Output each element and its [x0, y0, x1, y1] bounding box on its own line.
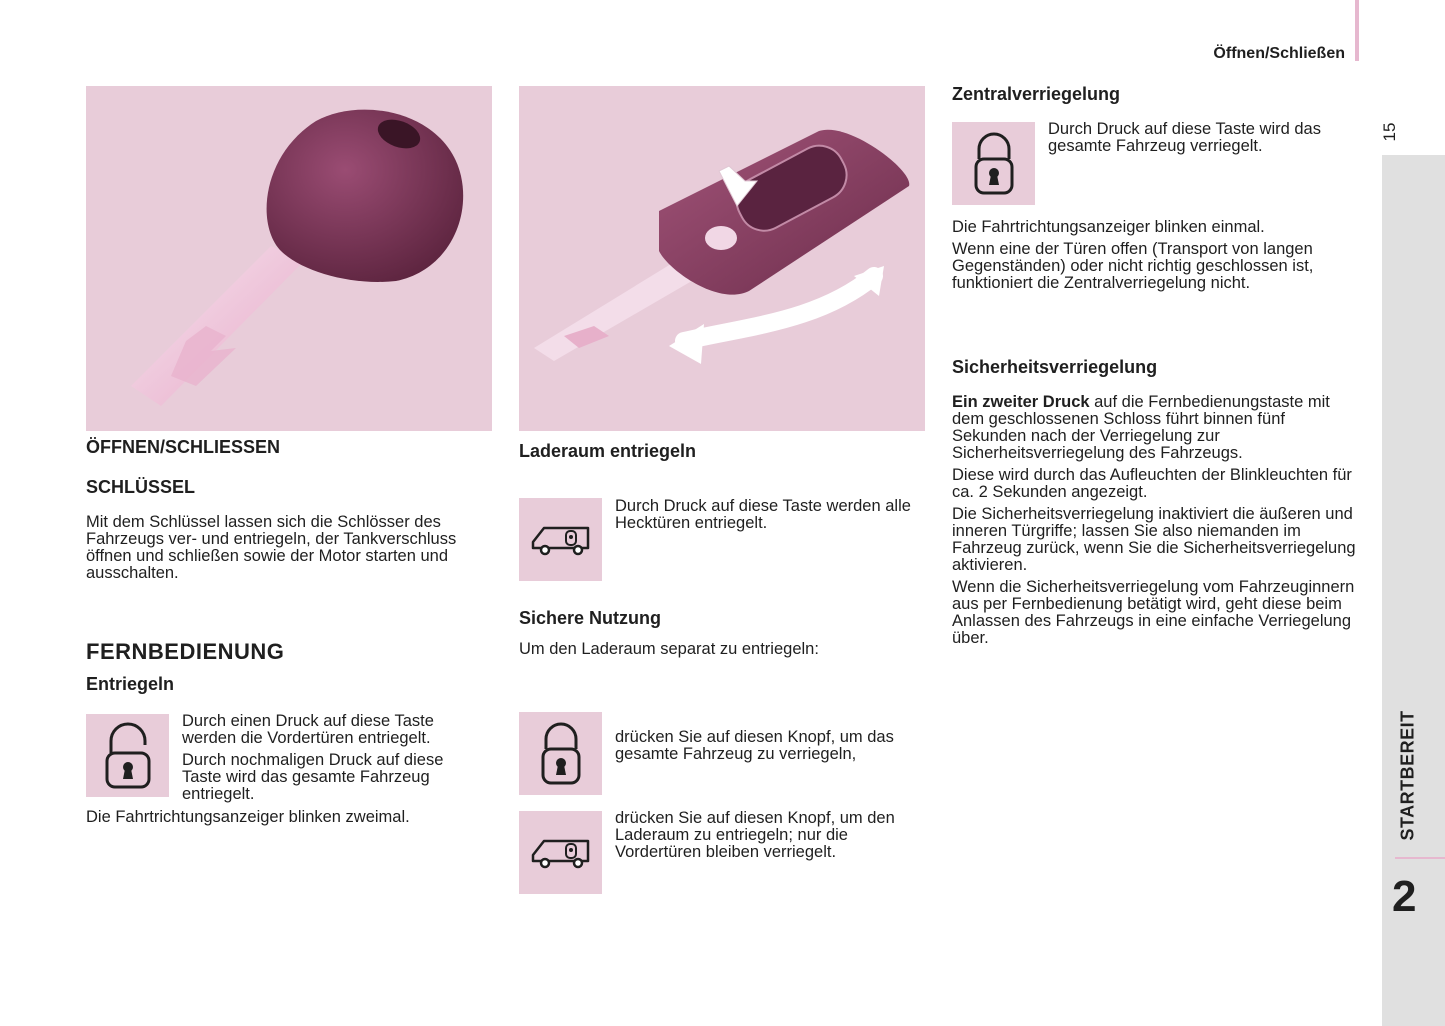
central-heading: Zentralverriegelung: [952, 84, 1121, 104]
safe-step-2: drücken Sie auf diesen Knopf, um den Laderaum zu entriegeln; nur die Vordertüren bleiben verriegelt.: [615, 809, 895, 861]
remote-photo: [519, 86, 925, 431]
lock-icon-box-2: [519, 712, 602, 795]
safety-emphasis: Ein zweiter Druck: [952, 393, 1090, 411]
cargo-text: Durch Druck auf diese Taste werden alle Hecktüren entriegelt.: [615, 497, 911, 532]
padlock-closed-icon: [540, 721, 582, 787]
safety-paragraph-3: Die Sicherheitsverriegelung inaktiviert die äußeren und inneren Türgriffe; lassen Sie also niemanden im Fahrzeug zurück, wenn Sie die Sicherheitsverriegelung aktivieren.: [952, 505, 1356, 574]
page-number: 15: [1380, 122, 1399, 142]
padlock-open-icon: [103, 721, 153, 791]
cargo-icon-box-2: [519, 811, 602, 894]
safety-paragraph-2: Diese wird durch das Aufleuchten der Blinkleuchten für ca. 2 Sekunden angezeigt.: [952, 466, 1352, 501]
cargo-heading: Laderaum entriegeln: [519, 441, 697, 461]
van-unlock-icon: [530, 835, 592, 871]
safe-intro: Um den Laderaum separat zu entriegeln:: [519, 640, 819, 658]
safe-step-1: drücken Sie auf diesen Knopf, um das gesamte Fahrzeug zu verriegeln,: [615, 728, 894, 763]
central-icon-box: [952, 122, 1035, 205]
header-accent-line: [1355, 0, 1359, 61]
cargo-icon-box: [519, 498, 602, 581]
key-photo: [86, 86, 492, 431]
key-heading: SCHLÜSSEL: [86, 477, 196, 497]
section-title: Öffnen/Schließen: [1213, 45, 1345, 62]
unlock-paragraph-2: Durch nochmaligen Druck auf diese Taste wird das gesamte Fahrzeug entriegelt.: [182, 751, 444, 803]
chapter-number: 2: [1392, 872, 1417, 921]
page-heading: ÖFFNEN/SCHLIESSEN: [86, 437, 281, 457]
van-unlock-icon: [530, 522, 592, 558]
key-text: Mit dem Schlüssel lassen sich die Schlösser des Fahrzeugs ver- und entriegeln, der Tankverschluss öffnen und schließen sowie der Motor starten und ausschalten.: [86, 513, 457, 582]
unlock-heading: Entriegeln: [86, 674, 175, 694]
central-paragraph-1: Die Fahrtrichtungsanzeiger blinken einmal.: [952, 218, 1265, 236]
unlock-paragraph-3: Die Fahrtrichtungsanzeiger blinken zweimal.: [86, 808, 410, 826]
central-paragraphs: [952, 219, 1347, 297]
safety-paragraphs: [952, 394, 1357, 652]
unlock-icon-box: [86, 714, 169, 797]
unlock-paragraph-1: Durch einen Druck auf diese Taste werden die Vordertüren entriegelt.: [182, 712, 434, 747]
central-text: Durch Druck auf diese Taste wird das gesamte Fahrzeug verriegelt.: [1048, 120, 1321, 155]
central-paragraph-2: Wenn eine der Türen offen (Transport von langen Gegenständen) oder nicht richtig geschlossen ist, funktioniert die Zentralverriegelung nicht.: [952, 240, 1314, 292]
safety-paragraph-4: Wenn die Sicherheitsverriegelung vom Fahrzeuginnern aus per Fernbedienung betätigt wird, geht diese beim Anlassen des Fahrzeugs in eine einfache Verriegelung über.: [952, 578, 1355, 647]
chapter-divider: [1395, 857, 1445, 859]
padlock-closed-icon: [973, 131, 1015, 197]
unlock-text: [182, 713, 482, 808]
safety-paragraph-1-rest: auf die Fernbedienungstaste mit dem geschlossenen Schloss führt binnen fünf Sekunden nach der Verriegelung zur Sicherheitsverriegelung des Fahrzeugs.: [952, 393, 1330, 462]
safety-heading: Sicherheitsverriegelung: [952, 357, 1158, 377]
remote-heading: FERNBEDIENUNG: [86, 639, 285, 664]
safe-heading: Sichere Nutzung: [519, 608, 662, 628]
safety-paragraph-1: [952, 394, 1357, 462]
chapter-label: STARTBEREIT: [1397, 710, 1418, 841]
